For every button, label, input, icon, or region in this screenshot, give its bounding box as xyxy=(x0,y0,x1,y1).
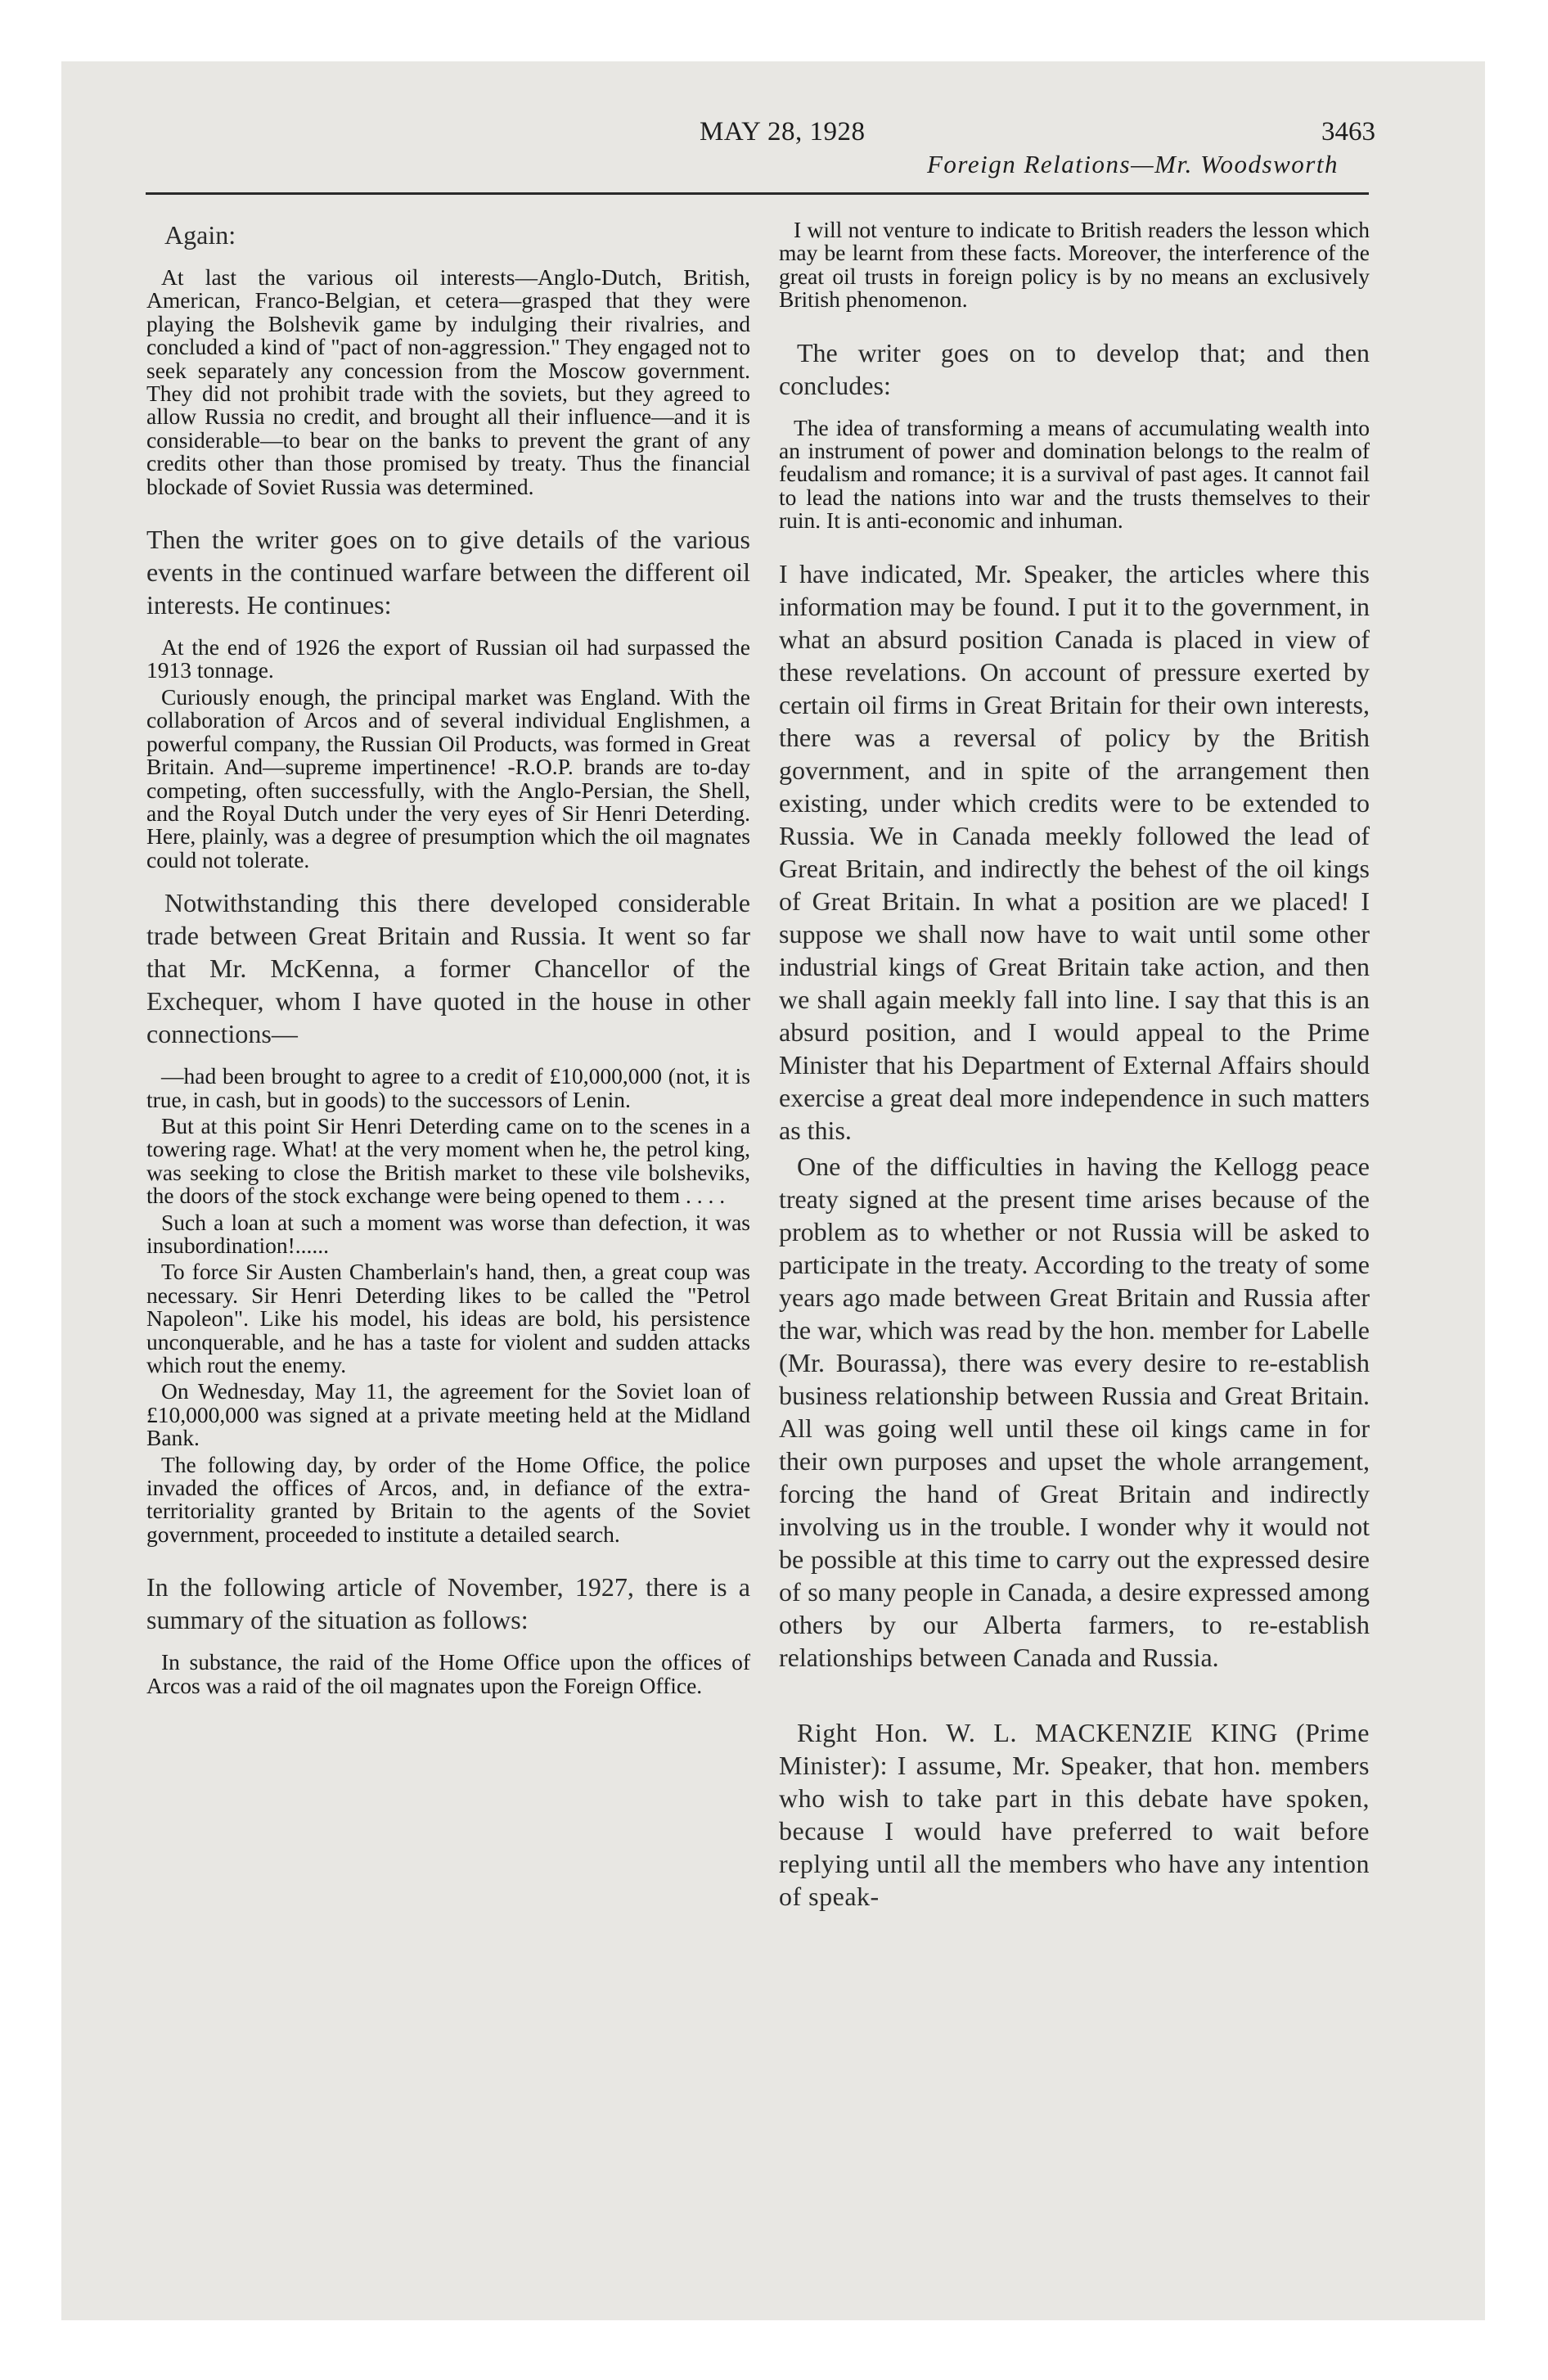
quoted-paragraph: At last the various oil interests—Anglo-Dutch, British, American, Franco-Belgian, et cetera—grasped that they were playing the Bolshevik game by indulging their rivalries, and concluded a kind of "pact of non-aggression." They engaged not to seek separately any concession from the Moscow government. They did not prohibit trade with the soviets, but they agreed to allow Russia no credit, and brought all their influence—and it is considerable—to bear on the banks to prevent the grant of any credits other than those promised by treaty. Thus the financial blockade of Soviet Russia was determined. xyxy=(146,264,750,499)
paragraph: The writer goes on to develop that; and then concludes: xyxy=(779,337,1370,400)
quoted-paragraph: Such a loan at such a moment was worse than defection, it was insubordination!...... xyxy=(146,1209,750,1258)
running-subtitle: Foreign Relations—Mr. Woodsworth xyxy=(927,150,1339,178)
paragraph: Then the writer goes on to give details of the various events in the continued warfare between the different oil interests. He continues: xyxy=(146,525,750,620)
page-number: 3463 xyxy=(1321,117,1375,146)
paragraph: Notwithstanding this there developed considerable trade between Great Britain and Russia. It went so far that Mr. McKenna, a former Chancellor of the Exchequer, whom I have quoted in the house in other connections— xyxy=(146,888,750,1049)
paragraph: In the following article of November, 1927, there is a summary of the situation as follows: xyxy=(146,1572,750,1635)
paragraph: I have indicated, Mr. Speaker, the articles where this information may be found. I put it to the government, in what an absurd position Canada is placed in view of these revelations. On account of pressure exerted by certain oil firms in Great Britain for their own interests, there was a reversal of policy by the British government, and in spite of the arrangement then existing, under which credits were to be extended to Russia. We in Canada meekly followed the lead of Great Britain, and indirectly the behest of the oil kings of Great Britain. In what a position are we placed! I suppose we shall now have to wait until some other industrial kings of Great Britain take action, and then we shall again meekly fall into line. I say that this is an absurd position, and I would appeal to the Prime Minister that his Department of External Affairs should exercise a great deal more independence in such matters as this. xyxy=(779,558,1370,1145)
right-column xyxy=(779,219,1370,1913)
paragraph: One of the difficulties in having the Kellogg peace treaty signed at the present time arises because of the problem as to whether or not Russia will be asked to participate in the treaty. According to the treaty of some years ago made between Great Britain and Russia after the war, which was read by the hon. member for Labelle (Mr. Bourassa), there was every desire to re-establish business relationship between Russia and Great Britain. All was going well until these oil kings came in for their own purposes and upset the whole arrangement, forcing the hand of Great Britain and indirectly involving us in the trouble. I wonder why it would not be possible at this time to carry out the expressed desire of so many people in Canada, a desire expressed among others by our Alberta farmers, to re-establish relationships between Canada and Russia. xyxy=(779,1151,1370,1672)
header-rule xyxy=(146,192,1369,195)
quoted-paragraph: I will not venture to indicate to British readers the lesson which may be learnt from these facts. Moreover, the interference of the great oil trusts in foreign policy is by no means an exclusively British phenomenon. xyxy=(779,217,1370,313)
left-column xyxy=(146,219,750,1697)
quoted-paragraph: The following day, by order of the Home Office, the police invaded the offices of Arcos, and, in defiance of the extra-territoriality granted by Britain to the agents of the Soviet government, proceeded to institute a detailed search. xyxy=(146,1451,750,1547)
quoted-paragraph: In substance, the raid of the Home Office upon the offices of Arcos was a raid of the oil magnates upon the Foreign Office. xyxy=(146,1649,750,1698)
quoted-paragraph: At the end of 1926 the export of Russian oil had surpassed the 1913 tonnage. xyxy=(146,634,750,683)
speaker-paragraph: Right Hon. W. L. MACKENZIE KING (Prime Minister): I assume, Mr. Speaker, that hon. members who wish to take part in this debate have spoken, because I would have preferred to wait before replying until all the members who have any intention of speak- xyxy=(779,1717,1370,1911)
quoted-paragraph: —had been brought to agree to a credit of £10,000,000 (not, it is true, in cash, but in goods) to the successors of Lenin. xyxy=(146,1063,750,1112)
scanned-page xyxy=(61,61,1485,2320)
quoted-paragraph: The idea of transforming a means of accumulating wealth into an instrument of power and domination belongs to the realm of feudalism and romance; it is a survival of past ages. It cannot fail to lead the nations into war and the trusts themselves to their ruin. It is anti-economic and inhuman. xyxy=(779,414,1370,534)
header-date: MAY 28, 1928 xyxy=(700,117,866,146)
quoted-paragraph: On Wednesday, May 11, the agreement for the Soviet loan of £10,000,000 was signed at a private meeting held at the Midland Bank. xyxy=(146,1378,750,1451)
quoted-paragraph: Curiously enough, the principal market was England. With the collaboration of Arcos and of several individual Englishmen, a powerful company, the Russian Oil Products, was formed in Great Britain. And—supreme impertinence! -R.O.P. brands are to-day competing, often successfully, with the Anglo-Persian, the Shell, and the Royal Dutch under the very eyes of Sir Henri Deterding. Here, plainly, was a degree of presumption which the oil magnates could not tolerate. xyxy=(146,683,750,872)
paragraph: Again: xyxy=(164,220,236,250)
quoted-paragraph: But at this point Sir Henri Deterding came on to the scenes in a towering rage. What! at the very moment when he, the petrol king, was seeking to close the British market to these vile bolsheviks, the doors of the stock exchange were being opened to them . . . . xyxy=(146,1112,750,1209)
quoted-paragraph: To force Sir Austen Chamberlain's hand, then, a great coup was necessary. Sir Henri Deterding likes to be called the "Petrol Napoleon". Like his model, his ideas are bold, his persistence unconquerable, and he has a taste for violent and sudden attacks which rout the enemy. xyxy=(146,1259,750,1377)
